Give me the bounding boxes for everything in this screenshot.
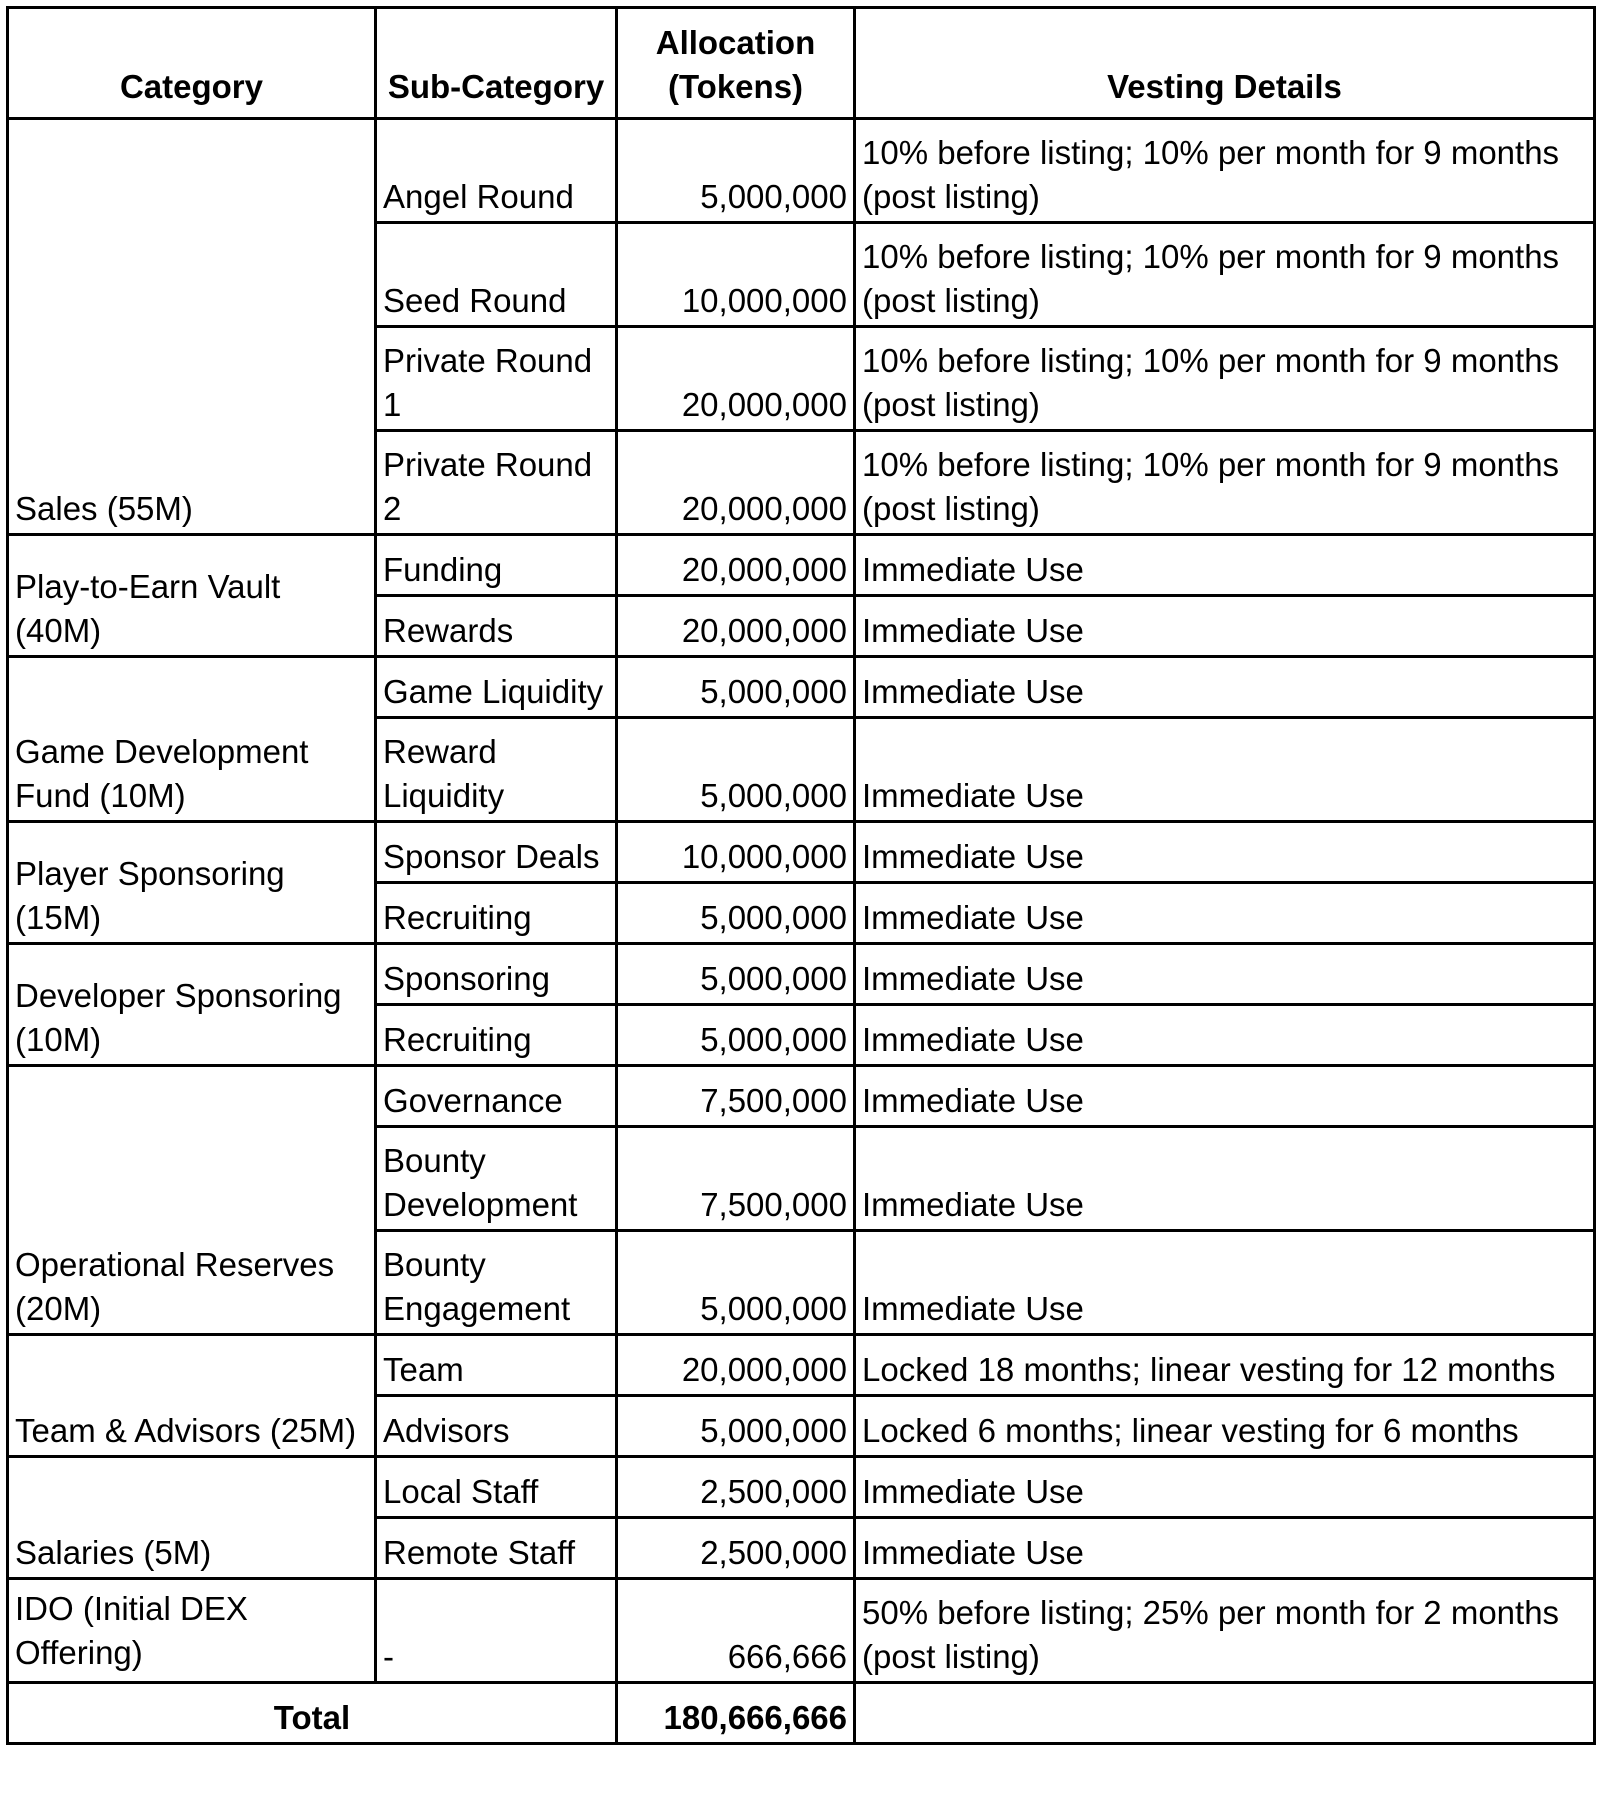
category-cell: Salaries (5M) <box>8 1457 376 1579</box>
allocation-cell: 20,000,000 <box>617 596 855 657</box>
header-sub-category: Sub-Category <box>376 8 617 119</box>
sub-category-cell: Recruiting <box>376 1005 617 1066</box>
sub-category-cell: Reward Liquidity <box>376 718 617 822</box>
allocation-cell: 7,500,000 <box>617 1127 855 1231</box>
sub-category-cell: Bounty Engagement <box>376 1231 617 1335</box>
vesting-cell: 10% before listing; 10% per month for 9 months (post listing) <box>855 223 1595 327</box>
sub-category-cell: Game Liquidity <box>376 657 617 718</box>
header-vesting: Vesting Details <box>855 8 1595 119</box>
sub-category-cell: Sponsoring <box>376 944 617 1005</box>
sub-category-cell: Local Staff <box>376 1457 617 1518</box>
vesting-cell: Immediate Use <box>855 883 1595 944</box>
allocation-cell: 5,000,000 <box>617 1396 855 1457</box>
allocation-cell: 5,000,000 <box>617 883 855 944</box>
allocation-cell: 666,666 <box>617 1579 855 1683</box>
sub-category-cell: Private Round 1 <box>376 327 617 431</box>
total-vesting <box>855 1683 1595 1744</box>
table-row <box>8 944 1595 1005</box>
header-allocation-line2: (Tokens) <box>667 68 804 105</box>
tokenomics-table <box>6 6 1596 1745</box>
sub-category-cell: Sponsor Deals <box>376 822 617 883</box>
category-cell: Player Sponsoring (15M) <box>8 822 376 944</box>
sub-category-cell: Advisors <box>376 1396 617 1457</box>
allocation-cell: 10,000,000 <box>617 223 855 327</box>
allocation-cell: 10,000,000 <box>617 822 855 883</box>
vesting-cell: Immediate Use <box>855 822 1595 883</box>
sub-category-cell: Funding <box>376 535 617 596</box>
table-row <box>8 1066 1595 1127</box>
allocation-cell: 5,000,000 <box>617 944 855 1005</box>
category-cell: Team & Advisors (25M) <box>8 1335 376 1457</box>
vesting-cell: Locked 18 months; linear vesting for 12 months <box>855 1335 1595 1396</box>
allocation-cell: 2,500,000 <box>617 1518 855 1579</box>
table-row <box>8 119 1595 223</box>
sub-category-cell: - <box>376 1579 617 1683</box>
allocation-cell: 5,000,000 <box>617 1231 855 1335</box>
vesting-cell: Immediate Use <box>855 1005 1595 1066</box>
sub-category-cell: Recruiting <box>376 883 617 944</box>
sub-category-cell: Governance <box>376 1066 617 1127</box>
table-row <box>8 1335 1595 1396</box>
allocation-cell: 20,000,000 <box>617 327 855 431</box>
sub-category-cell: Private Round 2 <box>376 431 617 535</box>
vesting-cell: Locked 6 months; linear vesting for 6 months <box>855 1396 1595 1457</box>
category-cell: IDO (Initial DEX Offering) <box>8 1579 376 1683</box>
vesting-cell: Immediate Use <box>855 1518 1595 1579</box>
vesting-cell: Immediate Use <box>855 596 1595 657</box>
sub-category-cell: Remote Staff <box>376 1518 617 1579</box>
header-category: Category <box>8 8 376 119</box>
allocation-cell: 2,500,000 <box>617 1457 855 1518</box>
sub-category-cell: Seed Round <box>376 223 617 327</box>
vesting-cell: Immediate Use <box>855 1457 1595 1518</box>
vesting-cell: Immediate Use <box>855 1127 1595 1231</box>
allocation-cell: 20,000,000 <box>617 1335 855 1396</box>
sub-category-cell: Angel Round <box>376 119 617 223</box>
vesting-cell: Immediate Use <box>855 944 1595 1005</box>
allocation-cell: 5,000,000 <box>617 119 855 223</box>
allocation-cell: 20,000,000 <box>617 431 855 535</box>
vesting-cell: 10% before listing; 10% per month for 9 months (post listing) <box>855 119 1595 223</box>
allocation-cell: 5,000,000 <box>617 718 855 822</box>
sub-category-cell: Rewards <box>376 596 617 657</box>
table-row <box>8 822 1595 883</box>
total-label: Total <box>8 1683 617 1744</box>
header-allocation <box>617 8 855 119</box>
allocation-cell: 7,500,000 <box>617 1066 855 1127</box>
vesting-cell: Immediate Use <box>855 535 1595 596</box>
category-cell: Developer Sponsoring (10M) <box>8 944 376 1066</box>
vesting-cell: 10% before listing; 10% per month for 9 months (post listing) <box>855 431 1595 535</box>
table-row <box>8 535 1595 596</box>
table-row <box>8 1457 1595 1518</box>
vesting-cell: Immediate Use <box>855 657 1595 718</box>
allocation-cell: 5,000,000 <box>617 1005 855 1066</box>
vesting-cell: 10% before listing; 10% per month for 9 months (post listing) <box>855 327 1595 431</box>
table-row <box>8 1579 1595 1683</box>
category-cell: Play-to-Earn Vault (40M) <box>8 535 376 657</box>
sub-category-cell: Bounty Development <box>376 1127 617 1231</box>
vesting-cell: Immediate Use <box>855 1066 1595 1127</box>
table-row <box>8 657 1595 718</box>
header-allocation-line1: Allocation <box>655 24 816 61</box>
allocation-cell: 20,000,000 <box>617 535 855 596</box>
header-row <box>8 8 1595 119</box>
category-cell: Operational Reserves (20M) <box>8 1066 376 1335</box>
vesting-cell: Immediate Use <box>855 1231 1595 1335</box>
total-row <box>8 1683 1595 1744</box>
category-cell: Sales (55M) <box>8 119 376 535</box>
category-cell: Game Development Fund (10M) <box>8 657 376 822</box>
vesting-cell: 50% before listing; 25% per month for 2 months (post listing) <box>855 1579 1595 1683</box>
vesting-cell: Immediate Use <box>855 718 1595 822</box>
sub-category-cell: Team <box>376 1335 617 1396</box>
allocation-cell: 5,000,000 <box>617 657 855 718</box>
total-allocation: 180,666,666 <box>617 1683 855 1744</box>
